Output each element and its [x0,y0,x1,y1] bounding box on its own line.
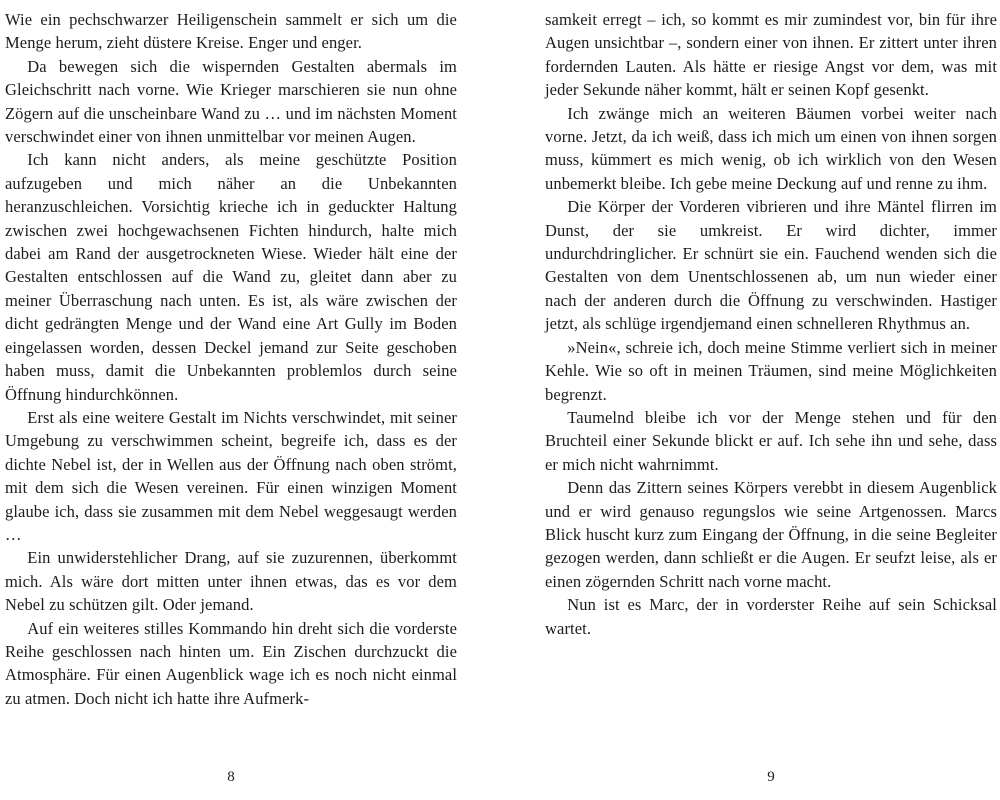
paragraph: Da bewegen sich die wispernden Gestalten abermals im Gleichschritt nach vorne. Wie Krieger marschieren sie nun ohne Zögern auf die unscheinbare Wand zu … und im nächsten Moment verschwindet einer von ihnen unmittelbar vor meinen Augen. [5,56,457,147]
paragraph: Ich zwänge mich an weiteren Bäumen vorbei weiter nach vorne. Jetzt, da ich weiß, dass ich mich um einen von ihnen sorgen muss, kümmert es mich wenig, ob ich wirklich von den Wesen unbemerkt bleibe. Ich gebe meine Deckung auf und renne zu ihm. [545,103,997,193]
paragraph: Wie ein pechschwarzer Heiligenschein sammelt er sich um die Menge herum, zieht düstere Kreise. Enger und enger. [5,10,457,53]
paragraph: Nun ist es Marc, der in vorderster Reihe auf sein Schicksal wartet. [545,595,997,638]
paragraph: Erst als eine weitere Gestalt im Nichts verschwindet, mit seiner Umgebung zu verschwimmen scheint, begreife ich, dass es der dichte Nebel ist, der in Wellen aus der Öffnung nach oben strömt, mit dem sich die Wesen vereinen. Für einen winzigen Moment glaube ich, dass sie zusammen mit dem Nebel weggesaugt werden … [5,407,457,544]
paragraph: »Nein«, schreie ich, doch meine Stimme verliert sich in meiner Kehle. Wie so oft in meinen Träumen, sind meine Möglichkeiten begrenzt. [545,337,997,404]
page-left [5,8,457,800]
paragraph: samkeit erregt – ich, so kommt es mir zumindest vor, bin für ihre Augen unsichtbar –, sondern einer von ihnen. Er zittert unter ihren fordernden Lauten. Als hätte er riesige Angst vor dem, was mit jeder Sekunde näher kommt, hält er seinen Kopf gesenkt. [545,10,997,100]
paragraph: Die Körper der Vorderen vibrieren und ihre Mäntel flirren im Dunst, der sie umkreist. Er wird dichter, immer undurchdringlicher. Er schnürt sie ein. Fauchend wenden sich die Gestalten von dem Unentschlossenen ab, um nun wieder einer nach der anderen durch die Öffnung zu verschwinden. Hastiger jetzt, als schlüge irgendjemand einen schnelleren Rhythmus an. [545,197,997,334]
page-left-text [5,8,457,765]
paragraph: Ich kann nicht anders, als meine geschützte Position aufzugeben und mich näher an die Unbekannten heranzuschleichen. Vorsichtig krieche ich in geduckter Haltung zwischen zwei hochgewachsenen Fichten hindurch, halte mich dabei am Rand der ausgetrockneten Wiese. Wieder hält eine der Gestalten entschlossen auf die Wand zu, gleitet dann aber zu meiner Überraschung nach unten. Es ist, als wäre zwischen der dicht gedrängten Menge und der Wand eine Art Gully im Boden eingelassen worden, dessen Deckel jemand zur Seite geschoben haben muss, damit die Unbekannten problemlos durch seine Öffnung hindurchkönnen. [5,150,457,404]
page-right-text [545,8,997,765]
page-right [545,8,997,800]
paragraph: Ein unwiderstehlicher Drang, auf sie zuzurennen, überkommt mich. Als wäre dort mitten unter ihnen etwas, das es vor dem Nebel zu schützen gilt. Oder jemand. [5,548,457,615]
page-right-number: 9 [767,769,775,785]
page-left-number: 8 [227,769,235,785]
paragraph: Taumelnd bleibe ich vor der Menge stehen und für den Bruchteil einer Sekunde blickt er auf. Ich sehe ihn und sehe, dass er mich nicht wahrnimmt. [545,407,997,474]
paragraph: Auf ein weiteres stilles Kommando hin dreht sich die vorderste Reihe geschlossen nach hinten um. Ein Zischen durchzuckt die Atmosphäre. Für einen Augenblick wage ich es noch nicht einmal zu atmen. Doch nicht ich hatte ihre Aufmerk- [5,618,457,708]
paragraph: Denn das Zittern seines Körpers verebbt in diesem Augenblick und er wird genauso regungslos wie seine Artgenossen. Marcs Blick huscht kurz zum Eingang der Öffnung, in die seine Begleiter gezogen werden, dann schließt er die Augen. Er seufzt leise, als er einen zögernden Schritt nach vorne macht. [545,478,997,591]
